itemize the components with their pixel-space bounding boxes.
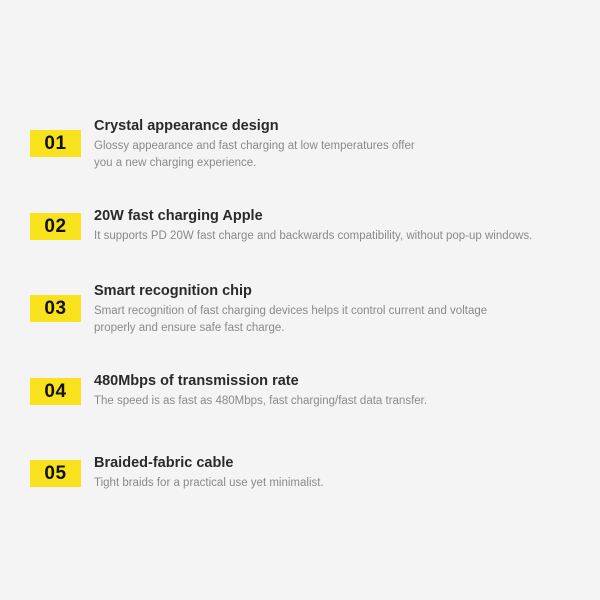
feature-description-line: Smart recognition of fast charging devices helps it control current and voltage — [94, 305, 488, 317]
feature-title: Smart recognition chip — [94, 283, 252, 299]
feature-title: Crystal appearance design — [94, 118, 279, 134]
feature-number-badge: 03 — [30, 295, 81, 322]
feature-description — [94, 228, 584, 245]
feature-number-badge: 04 — [30, 378, 81, 405]
feature-description-line: Tight braids for a practical use yet minimalist. — [94, 477, 324, 489]
feature-title: Braided-fabric cable — [94, 455, 234, 471]
feature-number-badge: 05 — [30, 460, 81, 487]
feature-description-line: It supports PD 20W fast charge and backwards compatibility, without pop-up windows. — [94, 230, 533, 242]
feature-description — [94, 303, 584, 337]
feature-title: 480Mbps of transmission rate — [94, 373, 299, 389]
feature-description-line: Glossy appearance and fast charging at low temperatures offer — [94, 140, 415, 152]
feature-description — [94, 475, 584, 492]
feature-description — [94, 393, 584, 410]
feature-number-badge: 01 — [30, 130, 81, 157]
feature-description — [94, 138, 584, 172]
feature-description-line: The speed is as fast as 480Mbps, fast charging/fast data transfer. — [94, 395, 428, 407]
feature-description-line: properly and ensure safe fast charge. — [94, 322, 285, 334]
feature-description-line: you a new charging experience. — [94, 157, 257, 169]
feature-title: 20W fast charging Apple — [94, 208, 263, 224]
feature-number-badge: 02 — [30, 213, 81, 240]
